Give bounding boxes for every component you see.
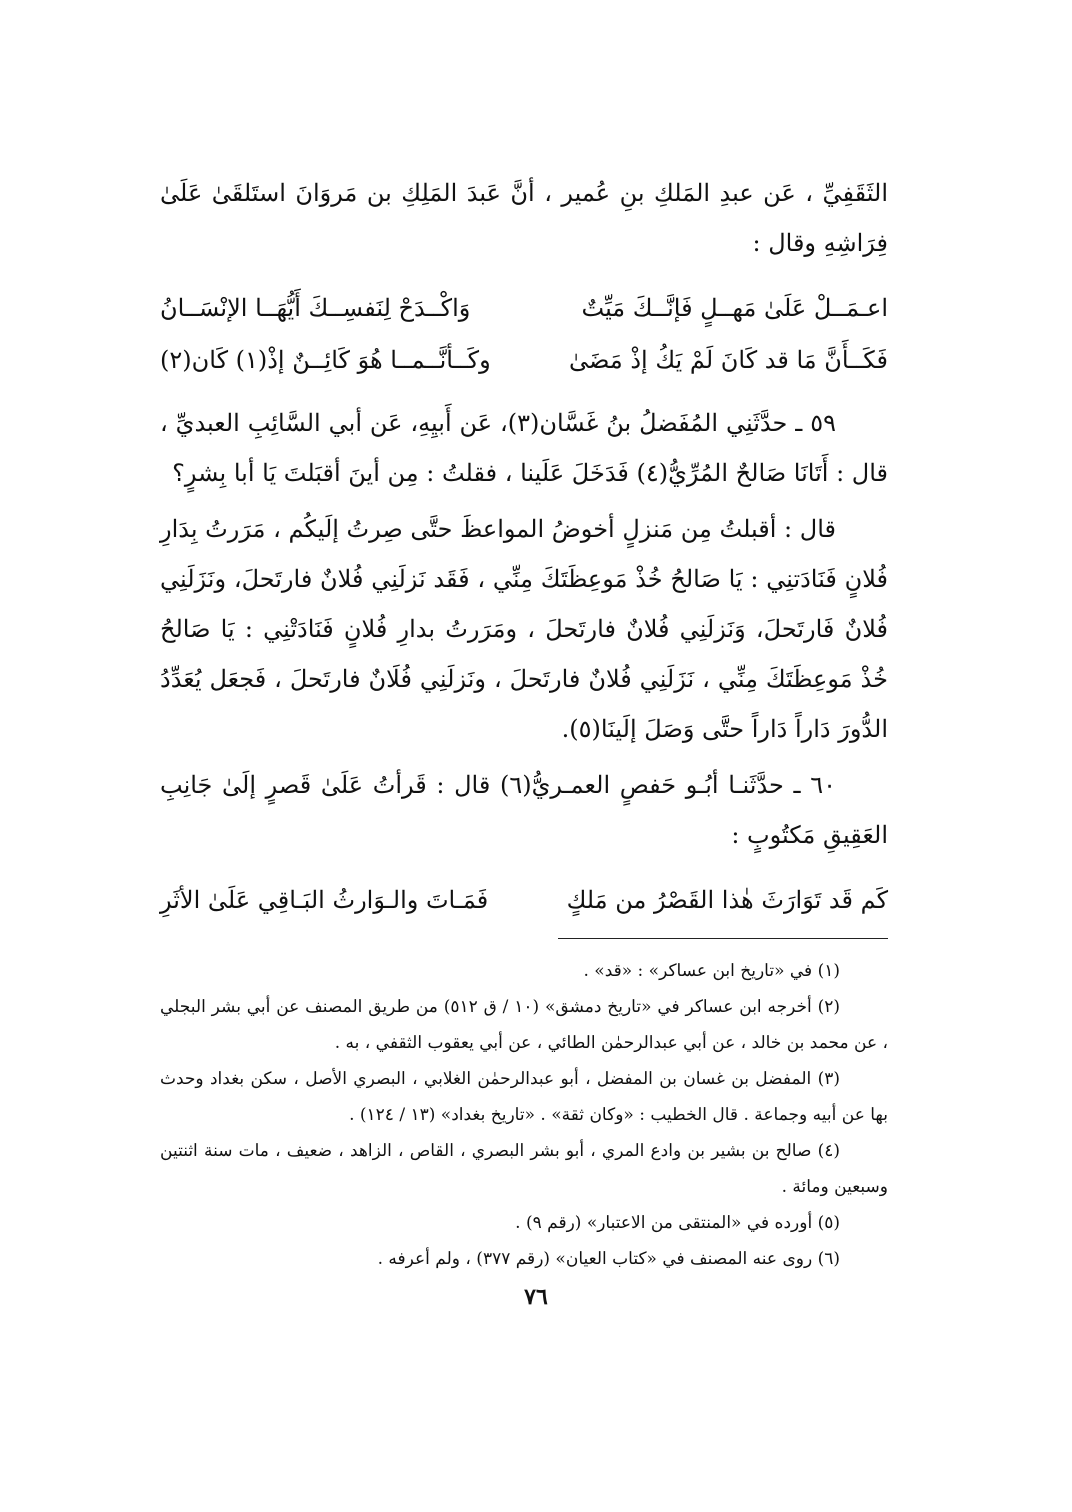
footnotes (160, 953, 888, 1277)
verse-second-hemistich: فَمَـاتَ والـوَارثُ البَـاقِي عَلَىٰ الأثَرِ (160, 886, 489, 914)
verse-second-hemistich: وكَــأنَّــمــا هُوَ كَائِــنٌ إذْ(١) كَان(٢) (160, 346, 491, 374)
verse-line (160, 874, 888, 926)
verse-second-hemistich: وَاكْــدَحْ لِنَفسِــكَ أَيُّهَــا الإنْسَــانُ (160, 294, 471, 322)
verse-first-hemistich: فَكَــأَنَّ مَا قد كَانَ لَمْ يَكُ إذْ مَضَىٰ (569, 346, 888, 374)
footnote: (١) في «تاريخ ابن عساكر» : «قد» . (583, 961, 840, 981)
paragraph-report-60: ٦٠ ـ حدَّثَنـا أبُـو حَفصٍ العمـريُّ(٦) قال : قَرأتُ عَلَىٰ قَصرٍ إلَىٰ جَانِبِ العَقِيقِ مَكتُوبٍ : (160, 771, 888, 849)
verse-line (160, 282, 888, 334)
footnote-divider (558, 938, 888, 939)
verse-first-hemistich: كَم قَد تَوَارَثَ هٰذا القَصْرُ من مَلكٍ (566, 886, 888, 914)
page-number: ٧٦ (524, 1284, 548, 1310)
poem-1 (160, 282, 888, 386)
footnote: (٥) أورده في «المنتقى من الاعتبار» (رقم ٩) . (515, 1213, 840, 1233)
footnote: (٤) صالح بن بشير بن وادع المري ، أبو بشر البصري ، القاص ، الزاهد ، ضعيف ، مات سنة اثنتين وسبعين ومائة . (160, 1141, 888, 1197)
paragraph-report-59-answer: قال : أقبلتُ مِن مَنزلٍ أخوضُ المواعظَ حتَّى صِرتُ إلَيكُم ، مَرَرتُ بِدَارِ فُلانٍ فَنَادَتنِي : يَا صَالحُ خُذْ مَوعِظَتَكَ مِنِّي ، فَقَد نَزلَنِي فُلانٌ فارتَحلَ، ونَزَلَنِي فُلانٌ فَارتَحلَ، وَنَزلَنِي فُلانٌ فارتَحلَ ، ومَرَرتُ بدارِ فُلانٍ فَنَادَتْنِي : يَا صَالحُ خُذْ مَوعِظَتَكَ مِنِّي ، نَزَلَنِي فُلانٌ فارتَحلَ ، ونَزلَنِي فُلَانٌ فارتَحلَ ، فَجعَل يُعَدِّدُ الدُّورَ دَاراً دَاراً حتَّى وَصَلَ إلَينَا(٥). (160, 515, 889, 743)
verse-first-hemistich: اعـمَــلْ عَلَىٰ مَهــلٍ فَإنَّــكَ مَيِّتٌ (581, 294, 888, 322)
paragraph-intro: الثَقَفِيِّ ، عَن عبدِ المَلكِ بنِ عُمير ، أنَّ عَبدَ المَلِكِ بن مَروَانَ استَلقَىٰ عَلَىٰ فِرَاشِهِ وقال : (160, 179, 888, 257)
footnote: (٦) روى عنه المصنف في «كتاب العيان» (رقم ٣٧٧) ، ولم أعرفه . (377, 1249, 840, 1269)
verse-line (160, 334, 888, 386)
paragraph-report-59: ٥٩ ـ حدَّثَنِي المُفَضلُ بنُ غَسَّان(٣)، عَن أَبيِهِ، عَن أبي السَّائِبِ العبديِّ ، قال : أَتَانَا صَالحٌ المُرِّيُّ(٤) فَدَخَلَ عَلَينا ، فقلتُ : مِن أينَ أقبَلتَ يَا أبا بِشرٍ؟ (160, 409, 888, 487)
page-body (160, 168, 888, 1277)
poem-2 (160, 874, 888, 926)
footnote: (٢) أخرجه ابن عساكر في «تاريخ دمشق» (١٠ / ق ٥١٢) من طريق المصنف عن أبي بشر البجلي ، عن محمد بن خالد ، عن أبي عبدالرحمٰن الطائي ، عن أبي يعقوب الثقفي ، به . (160, 997, 888, 1053)
footnote: (٣) المفضل بن غسان بن المفضل ، أبو عبدالرحمٰن الغلابي ، البصري الأصل ، سكن بغداد وحدث بها عن أبيه وجماعة . قال الخطيب : «وكان ثقة» . «تاريخ بغداد» (١٣ / ١٢٤) . (160, 1069, 888, 1125)
